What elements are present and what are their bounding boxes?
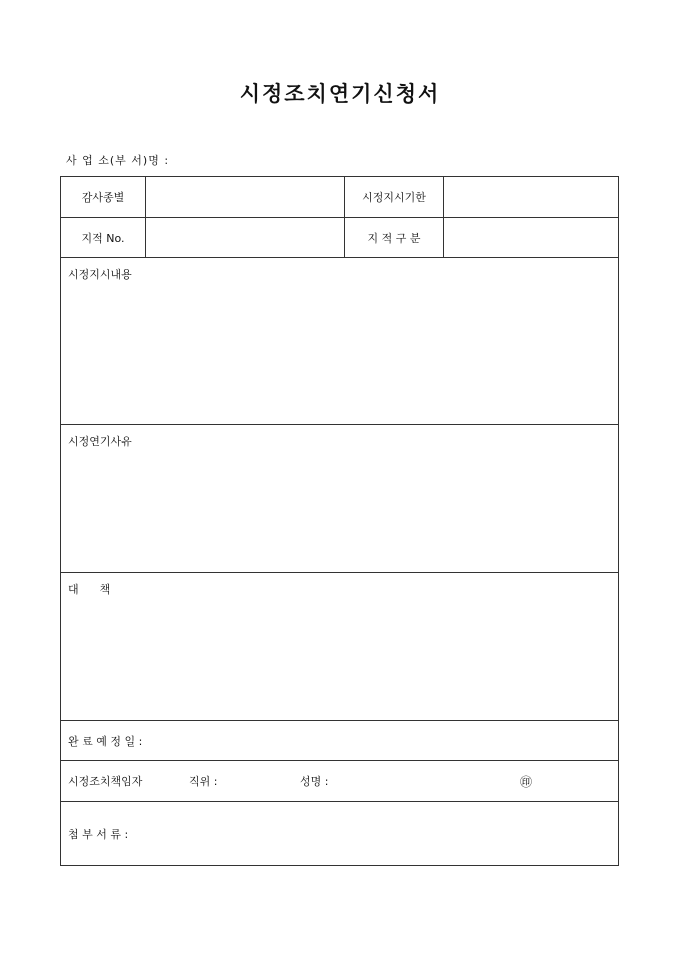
finding-class-input[interactable] xyxy=(444,218,618,257)
name-label: 성명 : xyxy=(300,775,329,788)
seal-icon: ㊞ xyxy=(520,774,533,789)
attachments-input[interactable] xyxy=(181,802,611,865)
completion-date-row xyxy=(61,721,618,761)
instruction-content-section xyxy=(61,258,618,425)
finding-no-cell[interactable] xyxy=(145,218,344,257)
department-label: 사 업 소(부 서)명 : xyxy=(66,154,170,167)
application-form xyxy=(60,176,619,866)
attachments-row xyxy=(61,802,618,865)
finding-class-label: 지 적 구 분 xyxy=(344,218,443,257)
position-cell[interactable] xyxy=(227,761,297,801)
deadline-cell[interactable] xyxy=(443,177,618,217)
attachments-cell[interactable] xyxy=(181,802,611,865)
form-row-finding xyxy=(61,218,618,258)
audit-type-label: 감사종별 xyxy=(81,191,125,204)
document-title: 시정조치연기신청서 xyxy=(239,81,441,106)
responsible-label: 시정조치책임자 xyxy=(68,775,143,788)
finding-class-cell[interactable] xyxy=(443,218,618,257)
attachments-label: 첨 부 서 류 : xyxy=(68,827,129,841)
finding-no-label: 지적 No. xyxy=(81,231,125,245)
responsible-row xyxy=(61,761,618,802)
position-label: 직위 : xyxy=(189,775,218,788)
deadline-input[interactable] xyxy=(444,177,618,217)
countermeasure-input[interactable] xyxy=(61,595,618,715)
position-input[interactable] xyxy=(227,761,297,801)
audit-type-cell[interactable] xyxy=(145,177,344,217)
countermeasure-section xyxy=(61,573,618,721)
instruction-content-input[interactable] xyxy=(61,280,618,420)
name-cell[interactable] xyxy=(339,761,509,801)
finding-no-input[interactable] xyxy=(146,218,344,257)
audit-type-input[interactable] xyxy=(146,177,344,217)
completion-date-input[interactable] xyxy=(181,721,611,760)
postpone-reason-input[interactable] xyxy=(61,447,618,567)
instruction-content-label: 시정지시내용 xyxy=(68,268,132,281)
completion-date-label: 완 료 예 정 일 : xyxy=(68,734,143,748)
name-input[interactable] xyxy=(339,761,509,801)
deadline-label: 시정지시기한 xyxy=(344,177,443,217)
postpone-reason-label: 시정연기사유 xyxy=(68,435,132,448)
countermeasure-label: 대 책 xyxy=(68,583,111,596)
postpone-reason-section xyxy=(61,425,618,573)
form-row-audit xyxy=(61,177,618,218)
completion-date-cell[interactable] xyxy=(181,721,611,760)
